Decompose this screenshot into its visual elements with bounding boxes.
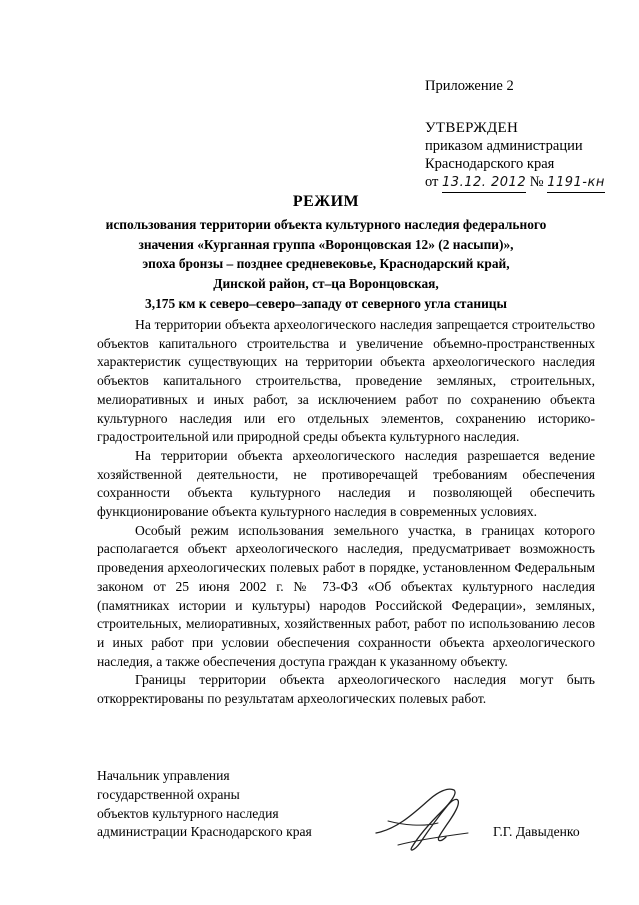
number-prefix: № [529,174,544,190]
signatory-line-3: объектов культурного наследия [97,805,279,821]
appendix-label: Приложение 2 [425,78,514,94]
title-line-3: эпоха бронзы – позднее средневековье, Краснодарский край, [142,256,510,272]
body-paragraph-4: Границы территории объекта археологического наследия могут быть откорректированы по результатам археологических полевых работ. [97,672,595,707]
signatory-line-1: Начальник управления [97,768,230,783]
title-line-4: Динской район, ст–ца Воронцовская, [213,276,439,292]
signer-name: Г.Г. Давыденко [493,824,580,839]
document-title-block [60,193,592,314]
body-paragraph-1: На территории объекта археологического наследия запрещается строительство объектов капитального строительства и увеличение объемно-пространственных характеристик существующих на территории объекта археологического наследия объектов капитального строительства, проведение земляных, строительных, мелиоративных и иных работ, за исключением работ по сохранению объекта культурного наследия или его отдельных элементов, сохранению историко-градостроительной или природной среды объекта культурного наследия. [97,317,595,445]
signatory-position [97,767,312,842]
date-prefix: от [425,174,439,190]
signatory-line-4: администрации Краснодарского края [97,824,312,840]
approved-line-2: Краснодарского края [425,156,555,172]
approval-stamp [425,119,605,193]
approval-date-line [425,173,605,193]
approved-title: УТВЕРЖДЕН [425,120,519,136]
document-title: РЕЖИМ [292,193,360,210]
body-paragraph-3: Особый режим использования земельного участка, в границах которого располагается объект археологического наследия, предусматривает возможность проведения археологических полевых работ в порядке, установленном Федеральным законом от 25 июня 2002 г. № 73-ФЗ «Об объектах культурного наследия (памятниках истории и культуры) народов Российской Федерации», земляных, строительных, мелиоративных, хозяйственных работ, работ по использованию лесов и иных работ при условии обеспечения сохранности объекта археологического наследия, а также обеспечения доступа граждан к указанному объекту. [97,522,595,669]
date-value: 13.12. 2012 [442,175,527,190]
title-line-2: значения «Курганная группа «Воронцовская 12» (2 насыпи)», [138,236,514,252]
handwritten-signature [368,781,478,861]
number-value: 1191-кн [547,175,605,190]
title-line-1: использования территории объекта культурного наследия федерального [105,217,547,232]
date-field [442,173,526,193]
approved-line-1: приказом администрации [425,138,583,154]
body-paragraph-2: На территории объекта археологического наследия разрешается ведение хозяйственной деятельности, не противоречащей требованиям обеспечения сохранности объекта культурного наследия и позволяющей обеспечить функционирование объекта культурного наследия в современных условиях. [97,447,595,520]
number-field [547,173,605,193]
title-line-5: 3,175 км к северо–северо–западу от северного угла станицы [145,295,507,311]
document-body [97,316,595,709]
signatory-line-2: государственной охраны [97,786,240,802]
